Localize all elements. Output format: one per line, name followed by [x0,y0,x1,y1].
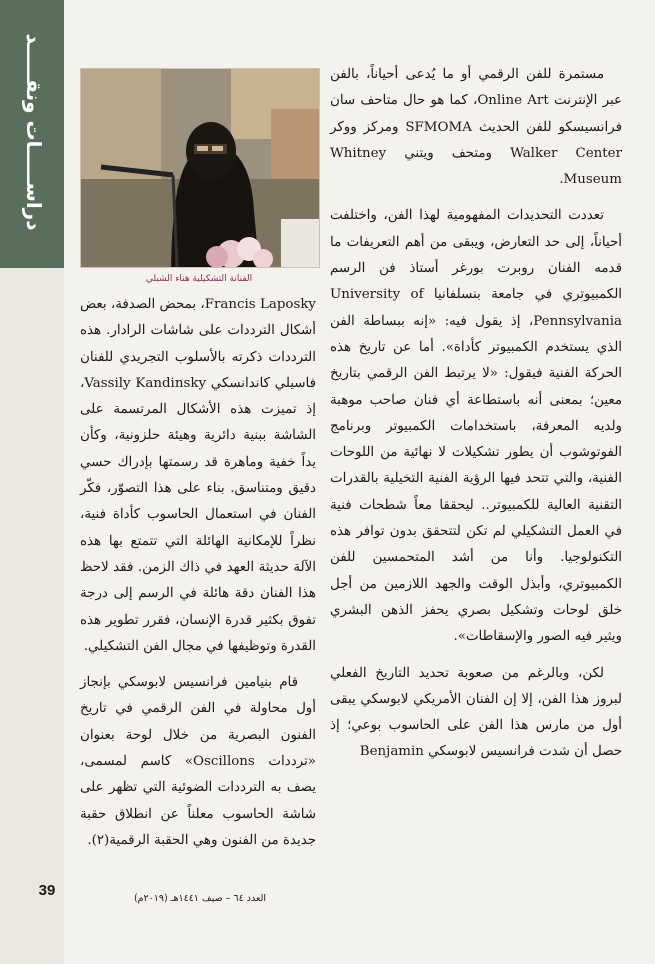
paragraph: قام بنيامين فرانسيس لابوسكي بإنجاز أول محاولة في الفن الرقمي في تاريخ الفنون البصرية من خلال لوحة بعنوان «ترددات Oscillons» كاسم لمسمى، يصف به الترددات الضوئية التي تظهر على شاشة الحاسوب معلناً عن انطلاق حقبة جديدة من الفنون وهي الحقبة الرقمية(٢). [80,675,316,848]
artist-photo-illustration [81,69,319,267]
left-column [80,292,316,864]
section-title: دراســـــات ونقـــــد [22,33,46,231]
artist-photo [80,68,320,268]
issue-footer: العدد ٦٤ – صيف ١٤٤١هـ (٢٠١٩م) [133,893,267,904]
page-number: 39 [38,882,56,899]
right-column [330,62,622,776]
photo-caption: الفنانة التشكيلية هناء الشبلي [145,274,253,284]
paragraph: Francis Laposky، بمحض الصدفة، بعض أشكال الترددات على شاشات الرادار. هذه الترددات ذكرته بالأسلوب التجريدي للفنان فاسيلي كاندانسكي Vassily Kandinsky، إذ تميزت هذه الأشكال المرتسمة على الشاشة ببنية دائرية وهيئة حلزونية، وكأن يداً خفية وماهرة قد رسمتها بإدراك حسي دقيق ومتناسق. بناء على هذا التصوّر، فكّر الفنان في استعمال الحاسوب كأداة فنية، نظراً للإمكانية الهائلة التي تتمتع بها هذه الآلة حديثة العهد في ذاك الزمن. فقد لاحظ هذا الفنان دقة هائلة في الرسم إلى درجة تفوق بكثير قدرة الإنسان، فقرر تطوير هذه القدرة وتوظيفها في مجال الفن التشكيلي. [80,297,317,654]
paragraph: لكن، وبالرغم من صعوبة تحديد التاريخ الفعلي لبروز هذا الفن، إلا إن الفنان الأمريكي لابوسكي يبقى أول من مارس هذا الفن على الحاسوب بوعي؛ إذ حصل أن شدت فرانسيس لابوسكي Benjamin [330,665,622,760]
sidebar [0,0,64,964]
section-tab [0,0,64,268]
paragraph: تعددت التحديدات المفهومية لهذا الفن، واختلفت أحياناً، إلى حد التعارض، ويبقى من أهم التعريفات ما قدمه الفنان روبرت بورغر أستاذ فن الرسم الكمبيوتري في جامعة بنسلفانيا University of Pennsylvania، إذ يقول فيه: «إنه ببساطة الفن الذي يستخدم الكمبيوتر كأداة». أما عن تاريخ هذه الحركة الفنية فيقول: «لا يرتبط الفن الرقمي بتاريخ معين؛ بمعنى أنه باستطاعة أي فنان صاحب موهبة ولديه المعرفة، باستخدامات الكمبيوتر وبرنامج الفوتوشوب أن يطور تشكيلات لا نهائية من اللوحات الفنية، والتي تتحد فيها الرؤية الفنية التخيلية بالقدرات التقنية العالية للكمبيوتر.. ليحققا معاً شطحات فنية في العمل التشكيلي لم تكن لتتحقق بدون توافر هذه التكنولوجيا. وأنا من أشد المتحمسين للفن الكمبيوتري، وأبذل الوقت والجهد اللازمين من أجل خلق لوحات وتشكيل بصري يحفز الذهن البشري ويثير فيه الصور والإسقاطات». [330,208,622,645]
paragraph: مستمرة للفن الرقمي أو ما يُدعى أحياناً، بالفن عبر الإنترنت Online Art، كما هو حال متاحف سان فرانسيسكو للفن الحديث SFMOMA ومركز ووكر Walker Center ومتحف ويتني Whitney Museum. [330,67,622,188]
